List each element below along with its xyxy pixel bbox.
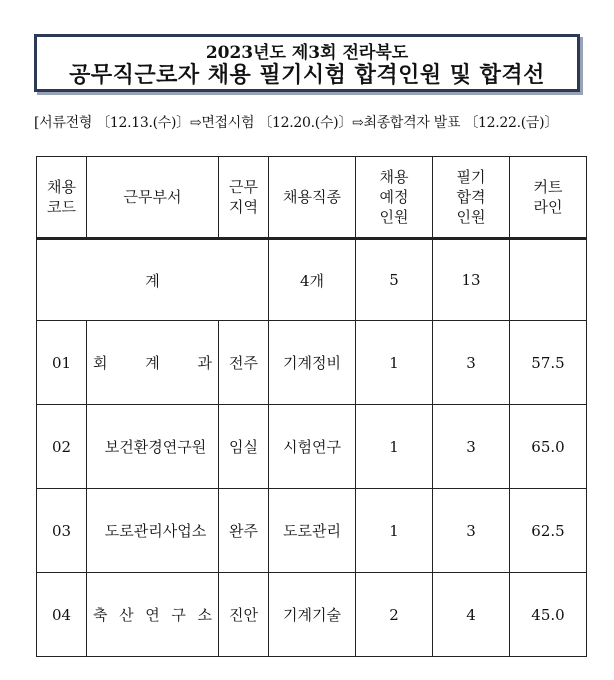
header-code-line: 코드 xyxy=(47,198,76,216)
total-planned: 5 xyxy=(356,239,433,321)
header-passed xyxy=(433,157,510,239)
row-cutline: 65.0 xyxy=(510,405,587,489)
header-region xyxy=(219,157,269,239)
row-dept-name: 축 산 연 구 소 xyxy=(93,606,212,624)
header-passed-line: 필기 xyxy=(456,168,486,186)
header-code-line: 채용 xyxy=(47,178,76,196)
table-header-row xyxy=(37,157,587,239)
row-job: 시험연구 xyxy=(269,405,356,489)
row-code: 03 xyxy=(37,489,87,573)
row-code: 02 xyxy=(37,405,87,489)
total-row xyxy=(37,239,587,321)
header-job: 채용직종 xyxy=(269,157,356,239)
row-planned: 2 xyxy=(356,573,433,657)
row-dept xyxy=(87,489,219,573)
page-title: 공무직근로자 채용 필기시험 합격인원 및 합격선 xyxy=(69,63,545,88)
schedule-text: [서류전형 〔12.13.(수)〕⇨면접시험 〔12.20.(수)〕⇨최종합격자 발표 〔12.22.(금)〕 xyxy=(34,115,559,131)
table-row xyxy=(37,321,587,405)
header-cutline-line: 커트 xyxy=(533,178,563,196)
header-region-line: 근무 xyxy=(229,178,258,196)
row-planned: 1 xyxy=(356,405,433,489)
row-cutline: 57.5 xyxy=(510,321,587,405)
header-passed-line: 합격 xyxy=(456,188,486,206)
row-job: 기계정비 xyxy=(269,321,356,405)
header-dept: 근무부서 xyxy=(87,157,219,239)
row-job: 도로관리 xyxy=(269,489,356,573)
row-region: 완주 xyxy=(219,489,269,573)
header-code xyxy=(37,157,87,239)
title-box xyxy=(34,34,580,92)
total-cutline xyxy=(510,239,587,321)
header-cutline xyxy=(510,157,587,239)
row-region: 진안 xyxy=(219,573,269,657)
row-cutline: 45.0 xyxy=(510,573,587,657)
row-planned: 1 xyxy=(356,489,433,573)
row-code: 01 xyxy=(37,321,87,405)
row-passed: 4 xyxy=(433,573,510,657)
header-cutline-line: 라인 xyxy=(533,198,563,216)
row-planned: 1 xyxy=(356,321,433,405)
header-planned-line: 예정 xyxy=(379,188,409,206)
header-planned-line: 인원 xyxy=(379,208,409,226)
row-dept-name: 도로관리사업소 xyxy=(104,522,207,540)
header-planned xyxy=(356,157,433,239)
total-label: 계 xyxy=(37,239,269,321)
table-row xyxy=(37,405,587,489)
row-region: 전주 xyxy=(219,321,269,405)
total-passed: 13 xyxy=(433,239,510,321)
row-job: 기계기술 xyxy=(269,573,356,657)
header-passed-line: 인원 xyxy=(456,208,486,226)
row-code: 04 xyxy=(37,573,87,657)
row-dept-name: 보건환경연구원 xyxy=(104,438,207,456)
row-passed: 3 xyxy=(433,489,510,573)
row-dept xyxy=(87,405,219,489)
row-dept xyxy=(87,321,219,405)
row-dept xyxy=(87,573,219,657)
row-dept-name: 회 계 과 xyxy=(93,354,212,372)
header-planned-line: 채용 xyxy=(379,168,409,186)
header-region-line: 지역 xyxy=(229,198,258,216)
title-line1: 2023년도 제3회 전라북도 xyxy=(205,43,409,63)
row-passed: 3 xyxy=(433,405,510,489)
row-region: 임실 xyxy=(219,405,269,489)
table-row xyxy=(37,573,587,657)
total-job: 4개 xyxy=(269,239,356,321)
row-cutline: 62.5 xyxy=(510,489,587,573)
results-table xyxy=(36,156,587,657)
row-passed: 3 xyxy=(433,321,510,405)
table-row xyxy=(37,489,587,573)
